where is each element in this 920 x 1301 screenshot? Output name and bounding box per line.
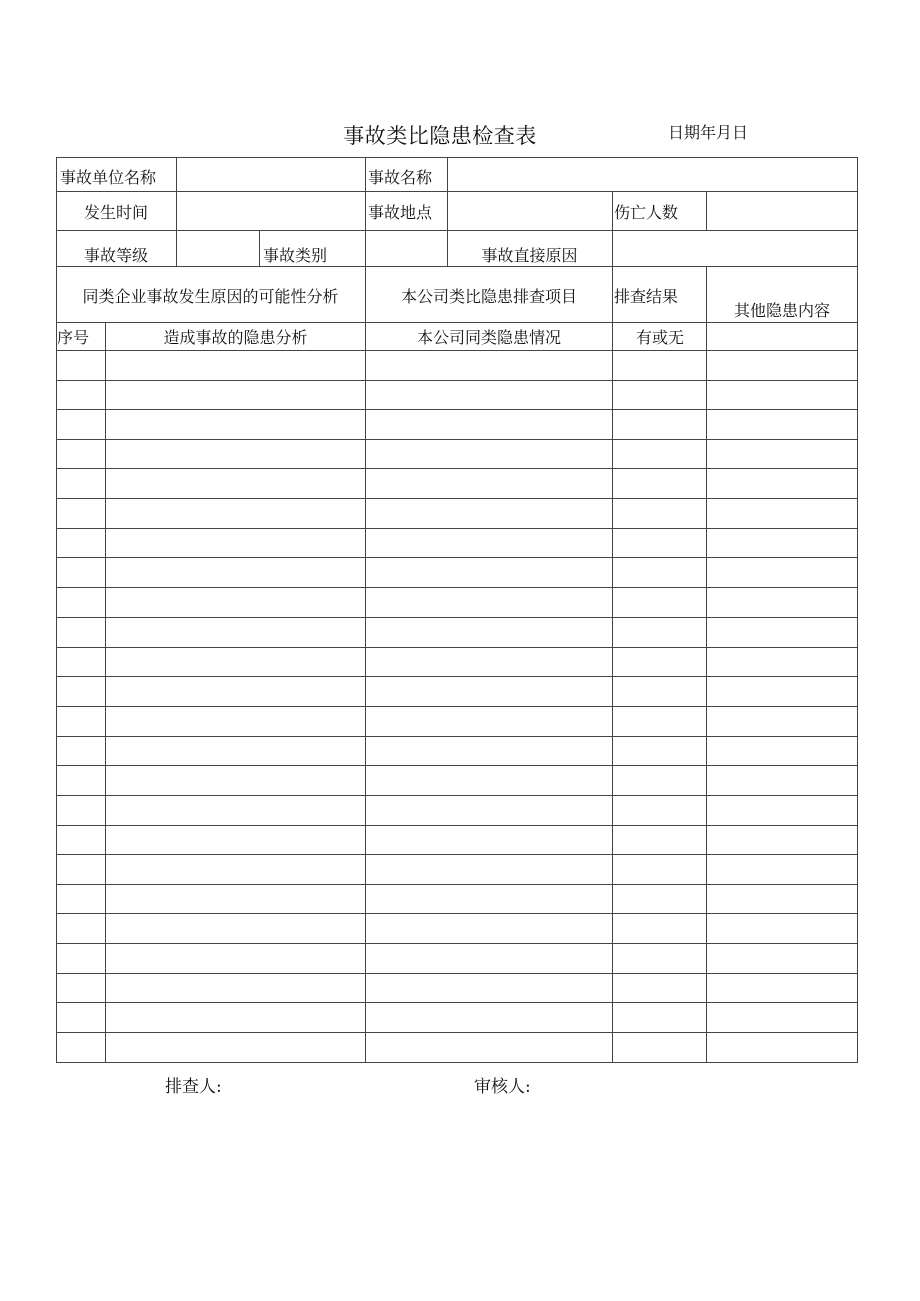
table-rule	[56, 1032, 858, 1033]
table-rule	[56, 706, 858, 707]
table-rule	[56, 439, 858, 440]
table-rule	[857, 157, 858, 1063]
yes-no-header: 有或无	[635, 327, 684, 347]
table-rule	[56, 884, 858, 885]
table-rule	[56, 676, 858, 677]
table-rule	[56, 943, 858, 944]
company-situation-header: 本公司同类隐患情况	[416, 327, 561, 347]
table-rule	[56, 557, 858, 558]
table-rule	[56, 825, 858, 826]
table-rule	[56, 1062, 858, 1063]
hazard-analysis-header: 造成事故的隐患分析	[163, 327, 308, 347]
table-rule	[56, 409, 858, 410]
check-result-header: 排查结果	[614, 286, 679, 306]
occur-time-label: 发生时间	[83, 202, 148, 222]
table-rule	[56, 617, 858, 618]
table-rule	[56, 765, 858, 766]
similar-analysis-header: 同类企业事故发生原因的可能性分析	[82, 286, 339, 306]
table-rule	[365, 157, 366, 1063]
direct-cause-label: 事故直接原因	[481, 245, 578, 265]
date-label: 日期年月日	[668, 123, 749, 142]
table-rule	[56, 498, 858, 499]
unit-name-label: 事故单位名称	[60, 167, 157, 187]
table-rule	[56, 647, 858, 648]
table-rule	[706, 266, 707, 1063]
table-rule	[612, 191, 613, 1063]
accident-level-label: 事故等级	[83, 245, 148, 265]
table-rule	[56, 380, 858, 381]
casualties-label: 伤亡人数	[614, 202, 679, 222]
table-rule	[105, 322, 106, 1063]
other-hazards-header: 其他隐患内容	[733, 300, 830, 320]
reviewer-label: 审核人:	[474, 1077, 531, 1097]
accident-type-label: 事故类别	[263, 245, 328, 265]
company-items-header: 本公司类比隐患排查项目	[400, 286, 577, 306]
table-rule	[56, 973, 858, 974]
accident-place-label: 事故地点	[368, 202, 433, 222]
table-rule	[56, 854, 858, 855]
table-rule	[56, 795, 858, 796]
table-rule	[56, 1002, 858, 1003]
table-rule	[706, 191, 707, 231]
table-rule	[56, 157, 57, 1063]
table-rule	[56, 587, 858, 588]
table-rule	[447, 157, 448, 267]
table-rule	[56, 350, 858, 351]
table-rule	[56, 322, 707, 323]
accident-name-label: 事故名称	[368, 167, 433, 187]
table-rule	[56, 736, 858, 737]
page-title: 事故类比隐患检查表	[343, 124, 537, 148]
table-rule	[56, 913, 858, 914]
table-rule	[56, 528, 858, 529]
seq-header: 序号	[57, 327, 90, 347]
table-rule	[176, 157, 177, 267]
table-rule	[259, 230, 260, 267]
inspector-label: 排查人:	[165, 1077, 222, 1097]
table-rule	[56, 468, 858, 469]
